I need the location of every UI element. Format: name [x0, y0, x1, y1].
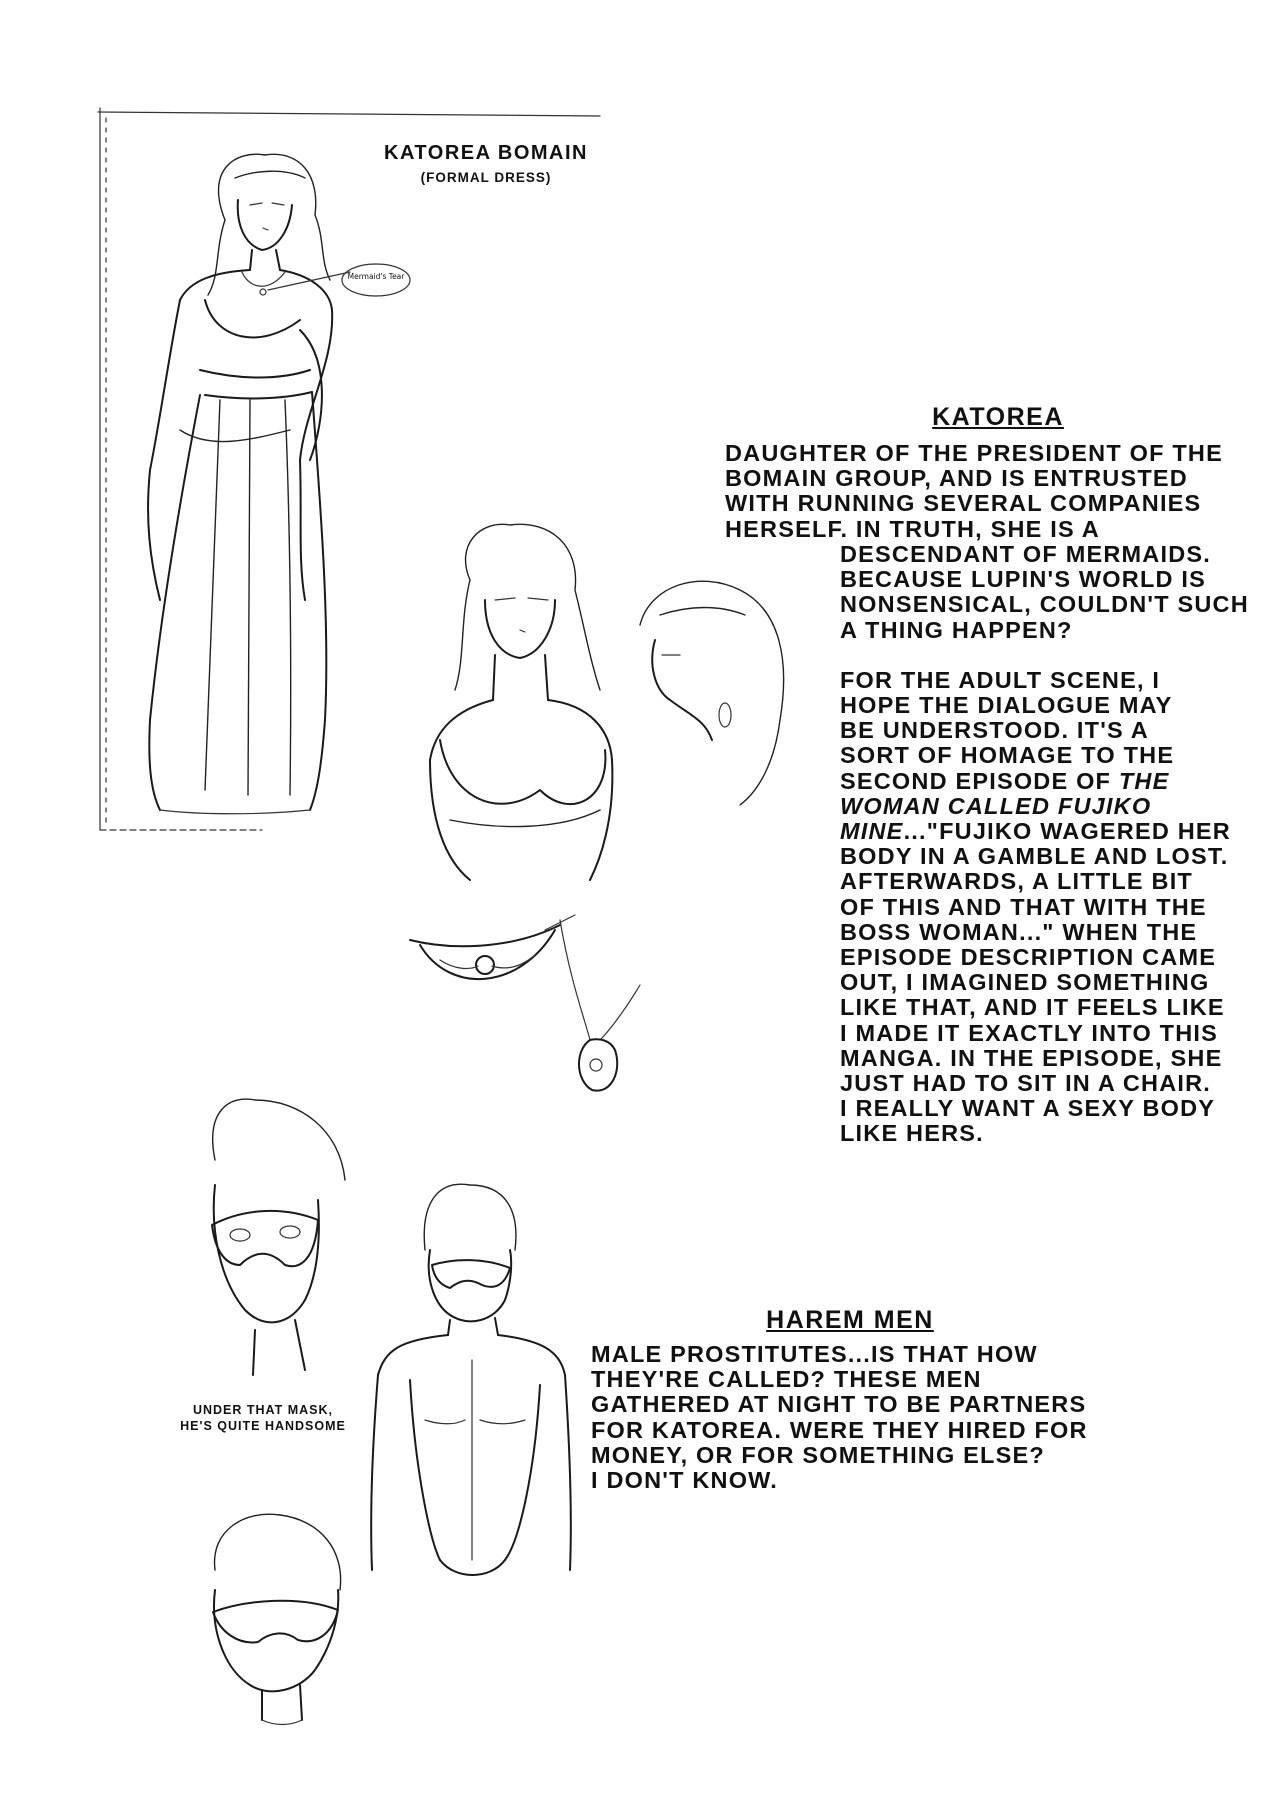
katorea-heading: KATOREA: [932, 403, 1064, 431]
text-line: OF THIS AND THAT WITH THE: [840, 893, 1207, 920]
text-line: [840, 794, 1249, 819]
text-line: A THING HAPPEN?: [840, 616, 1073, 643]
text-line: EPISODE DESCRIPTION CAME: [840, 944, 1217, 971]
harem-men-description: [591, 1342, 1088, 1493]
harem-man-mask-head-2: [213, 1514, 341, 1724]
jewelry-sketches: [410, 915, 640, 1091]
text-line: [840, 769, 1249, 794]
mask-caption-line: UNDER THAT MASK,: [192, 1403, 334, 1417]
text-line: NONSENSICAL, COULDN'T SUCH: [840, 591, 1249, 618]
text-line: LIKE HERS.: [840, 1120, 984, 1147]
sheet-title: KATOREA BOMAIN: [384, 142, 588, 164]
text-line: THEY'RE CALLED? THESE MEN: [591, 1366, 982, 1393]
text-line: JUST HAD TO SIT IN A CHAIR.: [840, 1070, 1211, 1097]
text-line: I MADE IT EXACTLY INTO THIS: [840, 1019, 1218, 1046]
text-line: BECAUSE LUPIN'S WORLD IS: [840, 566, 1207, 593]
katorea-description-continued: [840, 542, 1249, 1147]
text-line: BOSS WOMAN..." WHEN THE: [840, 918, 1198, 945]
text-line: BE UNDERSTOOD. IT'S A: [840, 717, 1149, 744]
text-line: FOR KATOREA. WERE THEY HIRED FOR: [591, 1416, 1088, 1443]
text-line: I DON'T KNOW.: [591, 1467, 778, 1494]
katorea-bust-sketch: [430, 524, 612, 880]
italic-title-part: WOMAN CALLED FUJIKO: [840, 792, 1152, 819]
katorea-description: [725, 441, 1223, 542]
katorea-full-body-figure: [148, 154, 410, 813]
harem-man-torso-figure: [371, 1184, 571, 1575]
katorea-profile-sketch: [640, 581, 784, 805]
text-line: SORT OF HOMAGE TO THE: [840, 742, 1175, 769]
text-line: DESCENDANT OF MERMAIDS.: [840, 541, 1211, 567]
text-line: [840, 819, 1249, 844]
text-line: OUT, I IMAGINED SOMETHING: [840, 969, 1210, 996]
mask-caption: [158, 1402, 368, 1434]
text-line: DAUGHTER OF THE PRESIDENT OF THE: [725, 440, 1223, 466]
character-sheet-frame: [98, 108, 600, 830]
text-line: WITH RUNNING SEVERAL COMPANIES: [725, 490, 1202, 517]
italic-title-part: THE: [1118, 767, 1170, 794]
mask-caption-line: HE'S QUITE HANDSOME: [180, 1419, 346, 1433]
text-line: BOMAIN GROUP, AND IS ENTRUSTED: [725, 465, 1188, 492]
harem-men-heading: HAREM MEN: [766, 1306, 934, 1334]
text-line: I REALLY WANT A SEXY BODY: [840, 1095, 1216, 1122]
text-line: MALE PROSTITUTES...IS THAT HOW: [591, 1341, 1038, 1367]
text-line: HERSELF. IN TRUTH, SHE IS A: [725, 515, 1100, 542]
text-line-part: SECOND EPISODE OF: [840, 767, 1112, 794]
sheet-subtitle: (FORMAL DRESS): [420, 170, 552, 185]
harem-man-mask-head-1: [212, 1099, 345, 1375]
text-line: FOR THE ADULT SCENE, I: [840, 666, 1161, 693]
text-line: LIKE THAT, AND IT FEELS LIKE: [840, 994, 1225, 1021]
italic-title-part: MINE: [840, 818, 904, 845]
text-line: AFTERWARDS, A LITTLE BIT: [840, 868, 1193, 895]
text-line-part: ..."FUJIKO WAGERED HER: [903, 818, 1231, 845]
text-line: BODY IN A GAMBLE AND LOST.: [840, 843, 1229, 870]
mermaids-tear-label: Mermaid's Tear: [347, 272, 405, 281]
text-line: MANGA. IN THE EPISODE, SHE: [840, 1044, 1223, 1071]
text-line: HOPE THE DIALOGUE MAY: [840, 692, 1173, 719]
text-line: MONEY, OR FOR SOMETHING ELSE?: [591, 1441, 1045, 1468]
text-line: GATHERED AT NIGHT TO BE PARTNERS: [591, 1391, 1087, 1418]
